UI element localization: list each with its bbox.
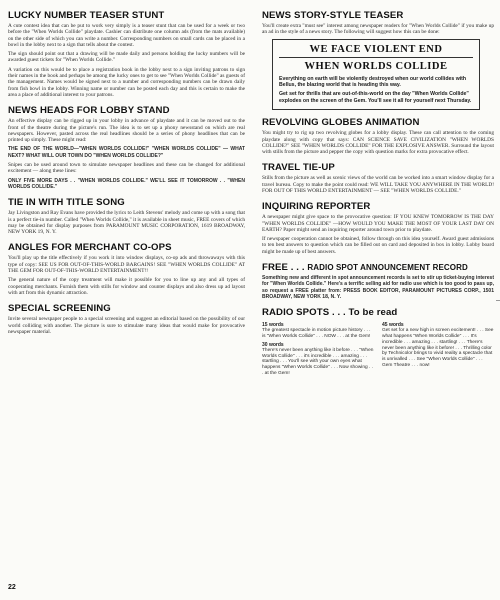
radio-col-2 (382, 320, 494, 377)
radio-col-1 (262, 320, 374, 377)
paragraph: Jay Livingston and Ray Evans have provided the lyrics to Leith Stevens' melody and come up with a song that is a perfect tie-in number. Called "When Worlds Collide," it is available in sheet music, FREE covers of which may be obtained for display purposes from PARAMOUNT MUSIC CORPORATION, 1619 BROADWAY, NEW YORK 19, N. Y. (8, 210, 245, 236)
spot-length: 30 words (262, 341, 284, 348)
inquiring-reporter-section (262, 201, 494, 255)
paragraph: The general nature of the copy treatment will make it possible for you to line up any and all types of cooperating merchants. Furnish them with stills for window and counter displays and also dress up ad layout with art from this dynamic attraction. (8, 277, 245, 296)
travel-tieup-section (262, 162, 494, 194)
page-number: 22 (8, 584, 16, 591)
spot-length: 45 words (382, 322, 404, 329)
left-column (8, 10, 245, 342)
section-heading (262, 262, 494, 273)
heading-main: FREE . . . (262, 262, 305, 274)
paragraph: A newspaper might give space to the provocative question: IF YOU KNEW TOMORROW IS THE DAY "WHEN WORLDS COLLIDE" —HOW WOULD YOU MAKE THE MOST OF YOUR LAST DAY ON EARTH? Paper might send an inquiring reporter around town prior to playdate. (262, 214, 494, 233)
radio-spots-section (262, 307, 494, 377)
ad-headline: WE FACE VIOLENT END (309, 43, 443, 55)
fold-mark (496, 300, 500, 301)
section-heading: TIE IN WITH TITLE SONG (8, 197, 125, 209)
free-radio-record-section (262, 262, 494, 300)
section-heading: REVOLVING GLOBES ANIMATION (262, 117, 420, 129)
right-column (262, 10, 494, 384)
news-heads-section (8, 105, 245, 190)
headline-copy: THE END OF THE WORLD—"WHEN WORLDS COLLIDE!" "WHEN WORLDS COLLIDE" — WHAT NEXT? WHAT WILL OUR TOWN DO "WHEN WORLDS COLLIDE?" (8, 146, 245, 159)
section-heading: INQUIRING REPORTER (262, 201, 371, 213)
lucky-number-section (8, 10, 245, 98)
special-screening-section (8, 303, 245, 335)
paragraph: Invite several newspaper people to a special screening and suggest an editorial based on the possibility of our world colliding with another. The picture is sure to stimulate many ideas that would make for provocative newspaper material. (8, 316, 245, 335)
paragraph: A cute contest idea that can be put to work very simply is a teaser stunt that can be used for a week or two before the "When Worlds Collide" playdate. Cashier can distribute one column ads (from the mats available) on the other side of which you can write a number. Corresponding numbers on small cards can be placed in a bowl in the lobby next to a sign that tells about the contest. (8, 23, 245, 48)
section-heading: NEWS HEADS FOR LOBBY STAND (8, 105, 170, 117)
section-heading: TRAVEL TIE-UP (262, 162, 335, 174)
divider (279, 57, 473, 58)
paragraph: You might try to rig up two revolving globes for a lobby display. These can call attention to the coming playdate along with copy that says: CAN SCIENCE SAVE CIVILIZATION "WHEN WORLDS COLLIDE?" SEE "WHEN WORLDS COLLIDE" FOR THE EXPLOSIVE ANSWER. Surround the layout with stills from the picture and pepper the copy with question marks for extra provocative effect. (262, 130, 494, 156)
section-heading: RADIO SPOTS . . . To be read (262, 307, 398, 319)
radio-spot-columns (262, 320, 494, 377)
ad-headline: WHEN WORLDS COLLIDE (304, 61, 448, 73)
paragraph: Stills from the picture as well as scenic views of the world can be worked into a smart window display for a travel bureau. Copy to make the point could read: WE WILL TAKE YOU ANYWHERE IN THE WORLD! FOR OUT OF THIS WORLD ENTERTAINMENT — SEE "WHEN WORLDS COLLIDE." (262, 175, 494, 194)
ad-body: Everything on earth will be violently destroyed when our world collides with Bellus, the blazing world that is heading this way. (279, 75, 467, 88)
paragraph: You'll play up the title effectively if you work it into window displays, co-op ads and throwaways with this type of copy: SEE US FOR OUT-OF-THIS-WORLD BARGAINS! SEE "WHEN WORLDS COLLIDE" AT THE GEM FOR OUT-OF-THIS-WORLD ENTERTAINMENT!! (8, 255, 245, 275)
paragraph: You'll create extra "must see" interest among newspaper readers for "When Worlds Collide" if you make up an ad in the style of a news story. The following will suggest how this can be done: (262, 23, 494, 36)
spot-copy: The greatest spectacle in motion picture history . . . is "When Worlds Collide" . . . NOW . . . at the Gem! (262, 328, 371, 340)
headline-copy: ONLY FIVE MORE DAYS . . "WHEN WORLDS COLLIDE." WE'LL SEE IT TOMORROW . . "WHEN WORLDS COLLIDE." (8, 177, 245, 190)
paragraph: The sign should point out that a drawing will be made daily and persons holding the lucky numbers will be awarded guest tickets for "When Worlds Collide." (8, 51, 245, 64)
spot-copy: Get set for a new high in screen excitement! . . . See what happens "When Worlds Collide" . . . It's incredible . . . amazing . . . startling! . . . There's never been anything like it before! . . . Thrilling color by Technicolor brings to vivid reality a spectacle that is unrivalled . . . See "When Worlds Collide" . . . Gem Theatre . . . now! (382, 328, 494, 369)
heading-sub: RADIO SPOT ANNOUNCEMENT RECORD (307, 263, 468, 273)
ad-body: Get set for thrills that are out-of-this-world on the day "When Worlds Collide" explodes on the screen of the Gem. You'll see it all for yourself next Thursday. (279, 91, 472, 104)
news-story-section (262, 10, 494, 110)
paragraph: A variation on this would be to place a registration book in the lobby next to a sign inviting patrons to sign their names in the book and perhaps be among the lucky ones to get to see "When Worlds Collide" as guests of the management. Names would be signed next to a number and corresponding numbers can be drawn daily from fish bowl in the lobby. Winning name or number can be posted each day and this is certain to make the area a place of additional interest to your patrons. (8, 66, 245, 98)
section-heading: NEWS STORY-STYLE TEASER (262, 10, 404, 21)
revolving-globes-section (262, 117, 494, 155)
merchant-coops-section (8, 242, 245, 296)
spot-copy: There's never been anything like it before . . . "When Worlds Collide" . . . it's incredible . . . amazing . . . startling . . . You'll see with your own eyes what happens "When Worlds Collide" . . . Now showing . . . at the Gem! (262, 347, 374, 377)
section-heading: SPECIAL SCREENING (8, 303, 111, 315)
section-heading: LUCKY NUMBER TEASER STUNT (8, 10, 165, 21)
paragraph: Snipes can be used around town to simulate newspaper headlines and these can be changed for additional excitement — along these lines: (8, 162, 245, 175)
section-heading: ANGLES FOR MERCHANT CO-OPS (8, 242, 172, 254)
title-song-section (8, 197, 245, 235)
sample-ad-box (272, 39, 480, 111)
spot-length: 15 words (262, 322, 284, 329)
paragraph: If newspaper cooperation cannot be obtained, follow through on this idea yourself. Award guest admissions to ten best answers to question which can be filled out on card and deposited in box in lobby. Lobby board might be made up of best answers. (262, 236, 494, 255)
paragraph: Something new and different in spot announcement records is set to stir up ticket-buying interest for "When Worlds Collide." Here's a terrific selling aid for radio use which is too good to pass up, so request a FREE platter from: PRESS BOOK EDITOR, PARAMOUNT PICTURES CORP., 1501 BROADWAY, NEW YORK 18, N. Y. (262, 275, 494, 300)
paragraph: An effective display can be rigged up in your lobby in advance of playdate and it can be moved out to the front of the theatre during the picture's run. The idea is to set up a phony newsstand on which are real newspapers. However, pasted across the real headlines should be a series of phony headlines that can be printed up simply. These might read: (8, 118, 245, 144)
